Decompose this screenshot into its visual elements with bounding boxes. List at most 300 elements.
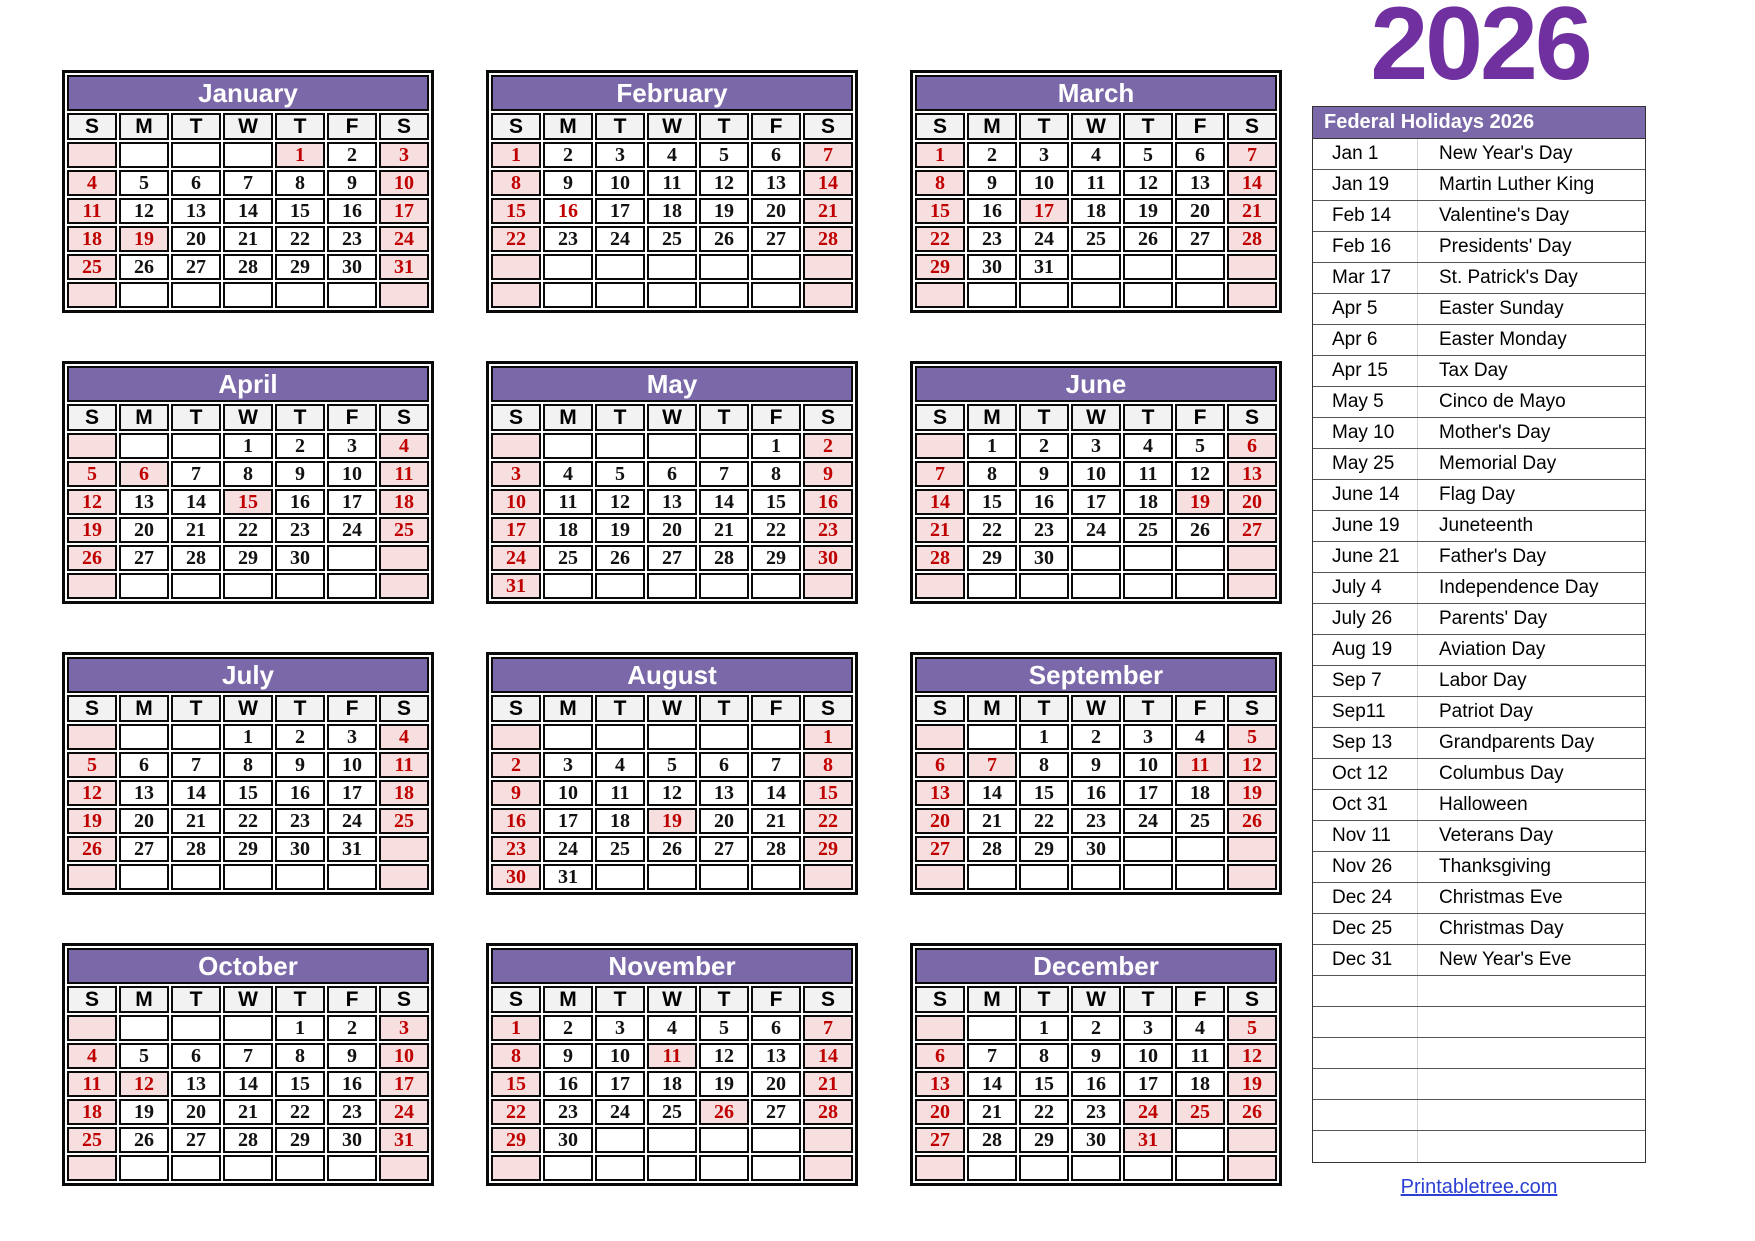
day-cell <box>543 1155 593 1181</box>
day-cell: 27 <box>171 1127 221 1153</box>
day-cell: 21 <box>803 198 853 224</box>
day-of-week-header: S <box>67 113 117 140</box>
day-cell: 27 <box>915 836 965 862</box>
day-of-week-header: T <box>275 113 325 140</box>
holiday-name: Cinco de Mayo <box>1417 387 1645 417</box>
day-cell: 7 <box>803 142 853 168</box>
day-cell: 29 <box>223 545 273 571</box>
day-cell: 6 <box>751 142 801 168</box>
month-title: March <box>915 75 1277 111</box>
day-of-week-header: M <box>543 113 593 140</box>
holiday-date <box>1313 1069 1417 1099</box>
day-cell: 9 <box>1019 461 1069 487</box>
day-cell: 21 <box>223 226 273 252</box>
holiday-row <box>1313 914 1645 945</box>
holiday-name: Halloween <box>1417 790 1645 820</box>
day-cell <box>67 1155 117 1181</box>
day-cell: 15 <box>491 198 541 224</box>
day-cell: 23 <box>327 226 377 252</box>
day-cell: 18 <box>1175 780 1225 806</box>
holiday-date: Dec 25 <box>1332 918 1393 939</box>
day-of-week-header: T <box>171 113 221 140</box>
day-cell <box>379 545 429 571</box>
holiday-name: Martin Luther King <box>1417 170 1645 200</box>
day-cell: 26 <box>1175 517 1225 543</box>
holiday-row <box>1313 325 1645 356</box>
day-cell: 1 <box>915 142 965 168</box>
day-cell: 13 <box>751 1043 801 1069</box>
day-cell: 17 <box>595 1071 645 1097</box>
day-of-week-header: S <box>379 113 429 140</box>
day-cell <box>595 573 645 599</box>
day-cell: 11 <box>1175 1043 1225 1069</box>
holiday-row <box>1313 635 1645 666</box>
holiday-name: Christmas Day <box>1417 914 1645 944</box>
day-cell: 6 <box>171 1043 221 1069</box>
day-cell: 30 <box>967 254 1017 280</box>
day-cell: 3 <box>379 142 429 168</box>
month-april <box>62 361 434 604</box>
day-cell: 11 <box>379 461 429 487</box>
day-cell <box>699 254 749 280</box>
day-cell: 7 <box>967 752 1017 778</box>
day-cell <box>67 433 117 459</box>
day-cell: 31 <box>379 254 429 280</box>
day-cell <box>699 433 749 459</box>
day-cell: 25 <box>647 226 697 252</box>
day-cell <box>1123 836 1173 862</box>
day-cell: 16 <box>491 808 541 834</box>
day-of-week-header: M <box>119 113 169 140</box>
day-cell: 11 <box>379 752 429 778</box>
day-cell: 26 <box>595 545 645 571</box>
day-cell: 10 <box>327 752 377 778</box>
day-of-week-header: T <box>171 695 221 722</box>
day-cell: 1 <box>1019 724 1069 750</box>
holiday-row <box>1313 759 1645 790</box>
day-cell: 16 <box>1019 489 1069 515</box>
day-of-week-header: T <box>171 404 221 431</box>
day-cell <box>379 1155 429 1181</box>
day-of-week-header: S <box>803 986 853 1013</box>
day-cell <box>491 254 541 280</box>
day-cell <box>1227 1127 1277 1153</box>
day-cell <box>915 864 965 890</box>
day-cell <box>803 573 853 599</box>
day-cell: 13 <box>915 780 965 806</box>
holiday-date <box>1313 1038 1417 1068</box>
day-cell: 12 <box>647 780 697 806</box>
day-cell: 12 <box>1227 1043 1277 1069</box>
day-cell <box>915 282 965 308</box>
day-cell: 28 <box>1227 226 1277 252</box>
day-cell: 17 <box>595 198 645 224</box>
day-cell: 9 <box>967 170 1017 196</box>
day-cell: 1 <box>1019 1015 1069 1041</box>
day-cell: 22 <box>803 808 853 834</box>
day-cell: 7 <box>1227 142 1277 168</box>
day-of-week-header: S <box>915 113 965 140</box>
day-cell: 21 <box>967 808 1017 834</box>
day-cell: 6 <box>699 752 749 778</box>
day-cell <box>1019 1155 1069 1181</box>
day-of-week-header: M <box>543 695 593 722</box>
day-cell <box>595 864 645 890</box>
day-cell: 28 <box>967 1127 1017 1153</box>
day-cell: 23 <box>491 836 541 862</box>
day-cell: 26 <box>67 545 117 571</box>
holiday-date: Nov 11 <box>1332 825 1391 846</box>
day-cell <box>543 573 593 599</box>
day-cell: 14 <box>967 780 1017 806</box>
day-cell <box>595 254 645 280</box>
day-cell: 6 <box>119 752 169 778</box>
day-cell <box>699 724 749 750</box>
day-cell: 9 <box>491 780 541 806</box>
month-title: April <box>67 366 429 402</box>
day-cell <box>379 836 429 862</box>
holiday-date <box>1313 1100 1417 1130</box>
day-cell <box>223 573 273 599</box>
day-cell: 15 <box>751 489 801 515</box>
day-cell: 28 <box>171 545 221 571</box>
day-cell: 23 <box>543 1099 593 1125</box>
day-cell: 22 <box>967 517 1017 543</box>
day-cell: 3 <box>595 142 645 168</box>
day-cell <box>171 433 221 459</box>
day-of-week-header: T <box>699 695 749 722</box>
day-cell <box>915 1155 965 1181</box>
day-of-week-header: S <box>67 986 117 1013</box>
day-cell: 22 <box>491 1099 541 1125</box>
day-cell <box>223 1015 273 1041</box>
month-december <box>910 943 1282 1186</box>
day-cell: 11 <box>1123 461 1173 487</box>
month-title: October <box>67 948 429 984</box>
day-cell <box>1071 545 1121 571</box>
day-cell: 9 <box>327 1043 377 1069</box>
day-cell: 6 <box>171 170 221 196</box>
day-cell: 18 <box>1123 489 1173 515</box>
day-cell: 14 <box>171 489 221 515</box>
day-cell: 20 <box>915 808 965 834</box>
holiday-row-empty <box>1313 1007 1645 1038</box>
day-cell <box>1227 573 1277 599</box>
day-cell: 11 <box>647 1043 697 1069</box>
day-cell <box>751 573 801 599</box>
day-cell: 7 <box>223 1043 273 1069</box>
day-cell <box>751 724 801 750</box>
day-cell: 21 <box>751 808 801 834</box>
day-cell <box>119 573 169 599</box>
year-title: 2026 <box>1370 0 1590 102</box>
day-cell: 1 <box>275 142 325 168</box>
day-cell <box>1175 254 1225 280</box>
day-cell: 19 <box>67 517 117 543</box>
day-cell: 1 <box>751 433 801 459</box>
day-cell: 23 <box>967 226 1017 252</box>
day-cell: 4 <box>379 724 429 750</box>
day-cell <box>491 1155 541 1181</box>
month-october <box>62 943 434 1186</box>
day-cell <box>1175 573 1225 599</box>
day-cell <box>223 142 273 168</box>
holiday-date: Dec 31 <box>1332 949 1393 970</box>
holiday-name <box>1417 1100 1645 1130</box>
day-cell: 3 <box>327 433 377 459</box>
day-cell: 23 <box>1071 808 1121 834</box>
day-cell: 3 <box>379 1015 429 1041</box>
day-cell: 27 <box>119 545 169 571</box>
day-cell: 22 <box>223 808 273 834</box>
day-cell: 14 <box>1227 170 1277 196</box>
day-cell: 17 <box>1071 489 1121 515</box>
day-cell: 6 <box>119 461 169 487</box>
day-cell: 1 <box>223 433 273 459</box>
day-cell: 6 <box>751 1015 801 1041</box>
day-cell: 6 <box>647 461 697 487</box>
day-of-week-header: W <box>223 986 273 1013</box>
day-cell: 18 <box>1175 1071 1225 1097</box>
day-cell: 15 <box>1019 780 1069 806</box>
day-cell: 26 <box>699 1099 749 1125</box>
day-cell <box>699 573 749 599</box>
month-august <box>486 652 858 895</box>
month-november <box>486 943 858 1186</box>
day-cell: 26 <box>119 254 169 280</box>
day-cell: 5 <box>67 461 117 487</box>
day-cell <box>543 433 593 459</box>
day-cell: 28 <box>967 836 1017 862</box>
printabletree-link[interactable]: Printabletree.com <box>1400 1176 1558 1198</box>
holiday-date: July 26 <box>1332 608 1393 629</box>
day-cell: 9 <box>275 461 325 487</box>
day-cell: 17 <box>327 780 377 806</box>
day-cell: 26 <box>1123 226 1173 252</box>
day-cell: 15 <box>223 489 273 515</box>
day-cell: 7 <box>915 461 965 487</box>
day-of-week-header: W <box>647 404 697 431</box>
day-cell: 1 <box>803 724 853 750</box>
day-of-week-header: W <box>647 695 697 722</box>
day-cell <box>1227 864 1277 890</box>
day-cell: 2 <box>1019 433 1069 459</box>
holiday-date: Sep 13 <box>1332 732 1393 753</box>
day-cell: 15 <box>803 780 853 806</box>
holiday-date: Jan 19 <box>1332 174 1390 195</box>
day-cell: 3 <box>595 1015 645 1041</box>
day-cell <box>327 545 377 571</box>
day-cell: 22 <box>915 226 965 252</box>
day-cell <box>223 282 273 308</box>
day-cell: 2 <box>967 142 1017 168</box>
day-cell: 16 <box>1071 1071 1121 1097</box>
day-cell <box>803 254 853 280</box>
day-of-week-header: T <box>1123 113 1173 140</box>
day-of-week-header: W <box>223 695 273 722</box>
holiday-row <box>1313 821 1645 852</box>
day-cell <box>1227 254 1277 280</box>
day-of-week-header: T <box>595 404 645 431</box>
month-september <box>910 652 1282 895</box>
day-cell: 7 <box>803 1015 853 1041</box>
day-cell: 25 <box>1175 1099 1225 1125</box>
month-january <box>62 70 434 313</box>
day-cell: 16 <box>1071 780 1121 806</box>
day-cell: 2 <box>491 752 541 778</box>
day-cell <box>119 864 169 890</box>
day-cell: 14 <box>223 1071 273 1097</box>
day-cell: 24 <box>491 545 541 571</box>
day-cell <box>1071 1155 1121 1181</box>
day-cell: 20 <box>751 198 801 224</box>
day-cell: 4 <box>647 1015 697 1041</box>
holiday-row <box>1313 697 1645 728</box>
day-cell: 24 <box>1071 517 1121 543</box>
day-cell: 19 <box>699 198 749 224</box>
day-of-week-header: M <box>543 404 593 431</box>
day-of-week-header: F <box>327 404 377 431</box>
day-cell: 13 <box>699 780 749 806</box>
day-cell <box>543 282 593 308</box>
day-cell: 6 <box>1227 433 1277 459</box>
day-cell: 27 <box>751 1099 801 1125</box>
holiday-name: Veterans Day <box>1417 821 1645 851</box>
day-cell: 4 <box>595 752 645 778</box>
day-cell: 10 <box>1123 1043 1173 1069</box>
day-of-week-header: M <box>967 113 1017 140</box>
day-cell: 21 <box>223 1099 273 1125</box>
day-of-week-header: S <box>803 404 853 431</box>
day-cell: 29 <box>275 1127 325 1153</box>
day-cell: 23 <box>803 517 853 543</box>
day-cell: 21 <box>171 808 221 834</box>
day-cell <box>491 724 541 750</box>
day-cell: 4 <box>1123 433 1173 459</box>
day-cell <box>171 1155 221 1181</box>
day-cell <box>1175 864 1225 890</box>
day-cell <box>647 1127 697 1153</box>
day-cell: 20 <box>915 1099 965 1125</box>
brand-link-wrap <box>1312 1176 1646 1199</box>
day-cell <box>223 1155 273 1181</box>
day-cell <box>1071 282 1121 308</box>
day-cell <box>1123 1155 1173 1181</box>
holiday-date: May 10 <box>1332 422 1395 443</box>
day-cell: 18 <box>647 1071 697 1097</box>
day-cell: 8 <box>751 461 801 487</box>
day-of-week-header: T <box>595 113 645 140</box>
day-of-week-header: S <box>803 113 853 140</box>
holiday-row <box>1313 139 1645 170</box>
day-cell: 29 <box>803 836 853 862</box>
holiday-name: Christmas Eve <box>1417 883 1645 913</box>
day-cell: 8 <box>1019 752 1069 778</box>
day-cell: 29 <box>275 254 325 280</box>
holiday-row <box>1313 728 1645 759</box>
holiday-name: Mother's Day <box>1417 418 1645 448</box>
day-cell: 8 <box>491 1043 541 1069</box>
day-cell: 9 <box>1071 1043 1121 1069</box>
holiday-name: Parents' Day <box>1417 604 1645 634</box>
day-cell <box>543 724 593 750</box>
day-cell: 15 <box>223 780 273 806</box>
day-cell: 20 <box>1175 198 1225 224</box>
holiday-name: Valentine's Day <box>1417 201 1645 231</box>
day-of-week-header: S <box>491 986 541 1013</box>
day-cell: 1 <box>491 142 541 168</box>
day-cell: 24 <box>595 1099 645 1125</box>
day-cell: 28 <box>751 836 801 862</box>
day-cell: 19 <box>647 808 697 834</box>
day-cell: 4 <box>647 142 697 168</box>
day-cell: 18 <box>1071 198 1121 224</box>
holiday-row <box>1313 418 1645 449</box>
day-cell: 22 <box>275 226 325 252</box>
day-cell: 27 <box>1227 517 1277 543</box>
day-cell: 10 <box>1071 461 1121 487</box>
day-cell: 10 <box>379 170 429 196</box>
holidays-panel-title: Federal Holidays 2026 <box>1313 107 1645 139</box>
day-cell <box>647 254 697 280</box>
day-of-week-header: T <box>699 404 749 431</box>
holiday-name: New Year's Day <box>1417 139 1645 169</box>
day-cell: 20 <box>699 808 749 834</box>
day-cell: 18 <box>379 780 429 806</box>
day-cell: 19 <box>1227 780 1277 806</box>
day-cell: 15 <box>491 1071 541 1097</box>
month-july <box>62 652 434 895</box>
day-of-week-header: F <box>1175 404 1225 431</box>
day-cell <box>647 724 697 750</box>
month-title: June <box>915 366 1277 402</box>
day-cell: 13 <box>915 1071 965 1097</box>
day-cell: 5 <box>119 170 169 196</box>
day-cell: 19 <box>699 1071 749 1097</box>
holiday-date: Feb 16 <box>1332 236 1392 257</box>
day-cell: 22 <box>491 226 541 252</box>
day-cell <box>1019 573 1069 599</box>
day-cell: 30 <box>1071 1127 1121 1153</box>
day-cell: 9 <box>543 1043 593 1069</box>
day-cell: 25 <box>379 517 429 543</box>
day-cell: 13 <box>171 1071 221 1097</box>
month-may <box>486 361 858 604</box>
day-cell: 3 <box>1019 142 1069 168</box>
day-cell: 30 <box>803 545 853 571</box>
day-cell: 30 <box>327 1127 377 1153</box>
day-cell: 14 <box>803 170 853 196</box>
day-cell <box>595 1155 645 1181</box>
holiday-row <box>1313 604 1645 635</box>
day-cell <box>1071 864 1121 890</box>
day-cell: 3 <box>327 724 377 750</box>
day-of-week-header: F <box>327 986 377 1013</box>
day-cell: 18 <box>379 489 429 515</box>
holiday-name: Father's Day <box>1417 542 1645 572</box>
day-cell: 25 <box>543 545 593 571</box>
day-cell: 17 <box>327 489 377 515</box>
day-of-week-header: T <box>1019 695 1069 722</box>
day-cell: 25 <box>647 1099 697 1125</box>
day-of-week-header: T <box>1019 113 1069 140</box>
day-cell: 11 <box>1071 170 1121 196</box>
day-of-week-header: T <box>699 113 749 140</box>
day-cell: 31 <box>1123 1127 1173 1153</box>
day-cell: 14 <box>223 198 273 224</box>
month-title: January <box>67 75 429 111</box>
day-cell: 31 <box>327 836 377 862</box>
